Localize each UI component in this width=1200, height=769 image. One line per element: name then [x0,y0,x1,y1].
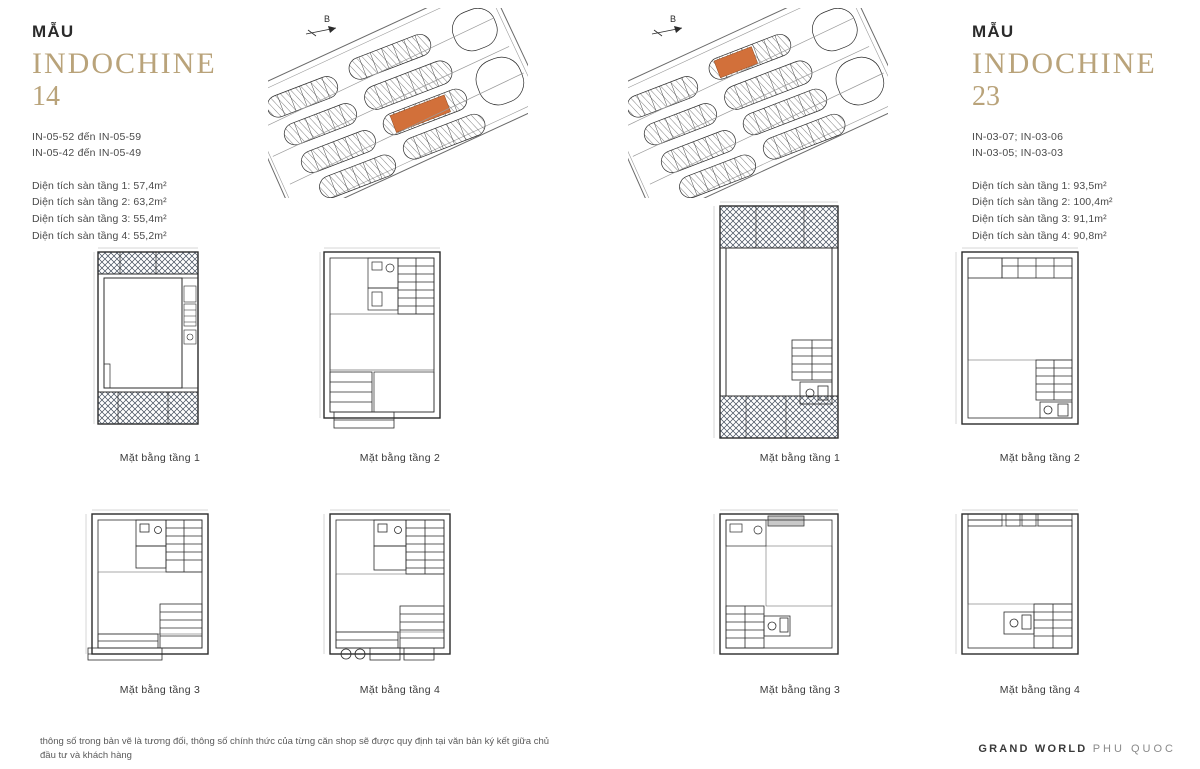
model-right-code-1: IN-03-07; IN-03-06 [972,131,1064,144]
plan-right-floor-2-caption: Mặt bằng tầng 2 [999,452,1081,464]
section-label-left: B [324,14,331,24]
plan-left-floor-2-caption: Mặt bằng tầng 2 [359,452,441,464]
sitemap-right [628,8,888,198]
plan-left-floor-1 [60,244,260,464]
plan-right-floor-1-drawing [700,200,900,444]
plan-left-floor-3-caption: Mặt bằng tầng 3 [119,684,201,696]
model-right-area-1: Diện tích sàn tầng 1: 93,5m² [972,179,1107,192]
brand-name-main: GRAND WORLD [978,743,1088,755]
plan-right-floor-3-caption: Mặt bằng tầng 3 [759,684,841,696]
plan-right-floor-2-drawing [940,244,1140,444]
plan-right-floor-1 [700,200,900,464]
brand-logo [978,743,1176,755]
brand-name-sub: PHU QUOC [1092,743,1176,755]
model-right-areas [972,178,1157,245]
model-left-code-2: IN-05-42 đến IN-05-49 [32,147,142,160]
plan-right-floor-4 [940,508,1140,696]
plan-left-floor-2-drawing [300,244,500,444]
model-left-code-1: IN-05-52 đến IN-05-59 [32,131,142,144]
plan-right-floor-4-drawing [940,508,1140,678]
model-left-number: 14 [32,80,60,112]
plan-left-floor-3 [60,508,260,696]
model-right-mau-label: MẪU [972,22,1015,41]
model-right-number: 23 [972,80,1000,112]
plan-left-floor-4 [300,508,500,696]
plan-left-floor-2 [300,244,500,464]
section-marker-right [652,14,682,36]
model-left-mau-label: MẪU [32,22,75,41]
plan-right-floor-2 [940,244,1140,464]
model-left-area-2: Diện tích sàn tầng 2: 63,2m² [32,196,167,209]
plan-right-floor-3-drawing [700,508,900,678]
footer-disclaimer: thông số trong bản vẽ là tương đối, thông số chính thức của từng căn shop sẽ được quy định tại văn bản ký kết giữa chủ đầu tư và khách hàng [40,736,550,762]
plan-left-floor-4-caption: Mặt bằng tầng 4 [359,684,441,696]
section-marker-left [306,14,336,36]
model-left-areas [32,178,217,245]
plan-left-floor-4-drawing [300,508,500,678]
model-right-area-2: Diện tích sàn tầng 2: 100,4m² [972,196,1113,209]
model-left-area-3: Diện tích sàn tầng 3: 55,4m² [32,213,167,226]
model-right-area-4: Diện tích sàn tầng 4: 90,8m² [972,230,1107,243]
section-label-right: B [670,14,677,24]
plan-left-floor-1-caption: Mặt bằng tầng 1 [119,452,201,464]
model-left-area-4: Diện tích sàn tầng 4: 55,2m² [32,230,167,243]
model-header-right [972,22,1157,245]
plan-right-floor-1-caption: Mặt bằng tầng 1 [759,452,841,464]
model-right-code-2: IN-03-05; IN-03-03 [972,147,1064,160]
plan-right-floor-3 [700,508,900,696]
model-right-area-3: Diện tích sàn tầng 3: 91,1m² [972,213,1107,226]
plan-right-floor-4-caption: Mặt bằng tầng 4 [999,684,1081,696]
model-left-area-1: Diện tích sàn tầng 1: 57,4m² [32,179,167,192]
plan-left-floor-3-drawing [60,508,260,678]
model-right-name: INDOCHINE [972,47,1157,80]
model-left-name: INDOCHINE [32,47,217,80]
sitemap-left [268,8,528,198]
model-header-left [32,22,217,245]
plan-left-floor-1-drawing [60,244,260,444]
